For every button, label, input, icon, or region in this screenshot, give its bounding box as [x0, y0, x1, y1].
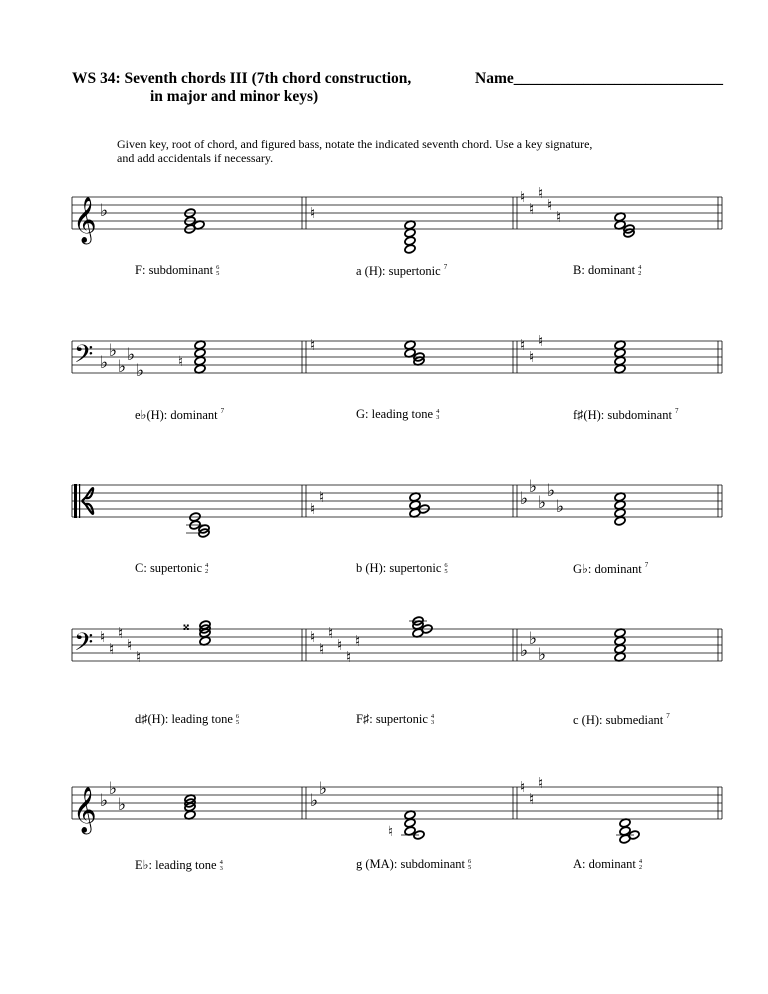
key-label: f♯(H): [573, 408, 605, 422]
natural-icon: ♮ [328, 624, 334, 642]
exercise-label [573, 857, 642, 872]
key-label: e♭(H): [135, 408, 168, 422]
staff-row-2 [72, 332, 722, 381]
whole-note-icon [186, 528, 210, 538]
flat-icon: ♭ [100, 353, 109, 373]
flat-icon: ♭ [556, 497, 565, 517]
figured-bass: 7 [220, 407, 225, 415]
natural-icon: ♮ [547, 196, 553, 214]
natural-icon: ♮ [529, 790, 535, 808]
figured-bass-top: 4 [430, 713, 435, 720]
exercise-label [135, 263, 219, 278]
key-label: C: [135, 561, 147, 575]
natural-icon: ♮ [388, 824, 394, 840]
figured-bass-top: 6 [444, 562, 448, 569]
key-label: A: [573, 857, 586, 871]
natural-icon: ♮ [310, 500, 316, 518]
figured-bass-top: 4 [219, 859, 223, 866]
natural-icon: ♮ [310, 204, 316, 222]
chord [614, 212, 635, 238]
chord-function-label: subdominant [607, 408, 672, 422]
staff-row-1 [72, 184, 722, 254]
flat-icon: ♭ [538, 493, 547, 513]
chord [184, 794, 196, 820]
key-label: F: [135, 263, 146, 277]
name-field[interactable]: Name___________________________ [475, 70, 723, 87]
whole-note-icon [404, 244, 416, 254]
flat-icon: ♭ [538, 645, 547, 665]
figured-bass-top: 4 [205, 562, 209, 569]
natural-icon: ♮ [556, 208, 562, 226]
figured-bass: 7 [674, 407, 679, 415]
figured-bass-top: 6 [235, 713, 240, 720]
treble-clef-icon: 𝄞 [73, 787, 97, 833]
figured-bass: 7 [644, 561, 649, 569]
exercise-label [573, 263, 641, 278]
chord [183, 618, 211, 646]
natural-icon: ♮ [529, 348, 535, 366]
exercise-label [573, 561, 648, 577]
chord-function-label: submediant [605, 713, 664, 727]
flat-icon: ♭ [520, 641, 529, 661]
instructions-line2: and add accidentals if necessary. [117, 151, 274, 165]
chord-function-label: supertonic [375, 712, 428, 726]
chord-function-label: subdominant [400, 857, 466, 871]
chord [388, 810, 425, 840]
flat-icon: ♭ [529, 477, 538, 497]
natural-icon: ♮ [538, 774, 544, 792]
exercise-label [356, 712, 434, 727]
figured-bass [638, 265, 641, 277]
key-label: E♭: [135, 858, 153, 872]
chord-function-label: dominant [587, 263, 636, 277]
bass-clef-icon: 𝄢 [74, 628, 94, 663]
chord-function-label: dominant [594, 562, 642, 576]
exercise-label [356, 407, 439, 422]
figured-bass-bottom: 5 [235, 719, 240, 726]
key-label: F♯: [356, 712, 373, 726]
figured-bass-top: 6 [468, 858, 472, 865]
worksheet-title-line2: in major and minor keys) [150, 88, 319, 105]
exercise-label [573, 407, 678, 423]
exercise-label [356, 857, 471, 872]
figured-bass-bottom: 3 [436, 414, 440, 421]
natural-icon: ♮ [118, 624, 124, 642]
chord-function-label: dominant [588, 857, 636, 871]
chord-function-label: leading tone [155, 858, 217, 872]
chord [409, 492, 430, 518]
natural-icon: ♮ [346, 648, 352, 666]
natural-icon: ♮ [520, 336, 526, 354]
figured-bass-bottom: 2 [205, 568, 209, 575]
figured-bass [220, 860, 223, 872]
key-label: c (H): [573, 713, 603, 727]
staff-row-4 [72, 616, 722, 666]
exercise-label [135, 712, 239, 727]
figured-bass-top: 4 [638, 858, 643, 865]
key-label: d♯(H): [135, 712, 169, 726]
figured-bass-bottom: 2 [638, 270, 642, 277]
exercise-label [573, 712, 670, 728]
bass-clef-icon: 𝄢 [74, 340, 94, 375]
key-label: g (MA): [356, 857, 398, 871]
natural-icon: ♮ [538, 184, 544, 202]
natural-icon: ♮ [178, 354, 184, 370]
flat-icon: ♭ [100, 791, 109, 811]
flat-icon: ♭ [100, 201, 109, 221]
staff-row-3 [72, 477, 722, 538]
instructions-line1: Given key, root of chord, and figured bass, notate the indicated seventh chord. Use a key signature, [117, 137, 593, 151]
figured-bass [444, 563, 447, 575]
chord-function-label: leading tone [171, 712, 233, 726]
exercise-label [135, 407, 224, 423]
natural-icon: ♮ [529, 200, 535, 218]
exercise-label [356, 561, 448, 576]
natural-icon: ♮ [310, 628, 316, 646]
natural-icon: ♮ [136, 648, 142, 666]
flat-icon: ♭ [520, 489, 529, 509]
figured-bass-bottom: 3 [430, 719, 435, 726]
key-label: G: [356, 407, 369, 421]
natural-icon: ♮ [127, 636, 133, 654]
chord-function-label: dominant [170, 408, 218, 422]
figured-bass [216, 265, 219, 277]
flat-icon: ♭ [109, 341, 118, 361]
treble-clef-icon: 𝄞 [73, 197, 97, 243]
exercise-label [135, 561, 208, 576]
chord-function-label: supertonic [389, 561, 442, 575]
flat-icon: ♭ [109, 779, 118, 799]
chord [409, 616, 433, 638]
natural-icon: ♮ [100, 628, 106, 646]
figured-bass-top: 6 [216, 264, 220, 271]
chord-function-label: subdominant [148, 263, 214, 277]
key-label: G♭: [573, 562, 592, 576]
staff-row-5 [72, 774, 722, 844]
figured-bass [468, 859, 471, 871]
natural-icon: ♮ [355, 632, 361, 650]
undefined: 𝄪 [183, 618, 190, 634]
figured-bass-bottom: 5 [444, 568, 448, 575]
whole-note-icon [186, 520, 204, 530]
chord-function-label: supertonic [388, 264, 441, 278]
exercise-label [135, 857, 223, 873]
chord-function-label: supertonic [149, 561, 203, 575]
flat-icon: ♭ [529, 629, 538, 649]
chord [404, 340, 425, 366]
natural-icon: ♮ [337, 636, 343, 654]
figured-bass: 7 [666, 712, 670, 720]
key-label: a (H): [356, 264, 386, 278]
chord [186, 512, 210, 538]
figured-bass-bottom: 3 [219, 865, 223, 872]
chord [616, 818, 640, 844]
key-label: B: [573, 263, 585, 277]
natural-icon: ♮ [319, 640, 325, 658]
natural-icon: ♮ [538, 332, 544, 350]
chord-function-label: leading tone [371, 407, 434, 421]
flat-icon: ♭ [118, 795, 127, 815]
figured-bass-top: 4 [436, 408, 440, 415]
natural-icon: ♮ [520, 778, 526, 796]
natural-icon: ♮ [319, 488, 325, 506]
worksheet-title-line1: WS 34: Seventh chords III (7th chord construction, [72, 70, 412, 87]
figured-bass [436, 409, 439, 421]
natural-icon: ♮ [520, 188, 526, 206]
figured-bass-bottom: 5 [468, 864, 472, 871]
flat-icon: ♭ [547, 481, 556, 501]
figured-bass-top: 4 [638, 264, 642, 271]
natural-icon: ♮ [310, 336, 316, 354]
figured-bass [639, 859, 642, 871]
whole-note-icon [409, 616, 427, 626]
flat-icon: ♭ [118, 357, 127, 377]
figured-bass [431, 714, 434, 726]
key-label: b (H): [356, 561, 387, 575]
figured-bass [236, 714, 239, 726]
figured-bass: 7 [443, 263, 448, 271]
figured-bass-bottom: 2 [638, 864, 643, 871]
flat-icon: ♭ [136, 361, 145, 381]
flat-icon: ♭ [310, 791, 319, 811]
flat-icon: ♭ [127, 345, 136, 365]
exercise-label [356, 263, 447, 279]
natural-icon: ♮ [109, 640, 115, 658]
figured-bass [205, 563, 208, 575]
flat-icon: ♭ [319, 779, 328, 799]
figured-bass-bottom: 5 [216, 270, 220, 277]
chord [404, 220, 416, 254]
